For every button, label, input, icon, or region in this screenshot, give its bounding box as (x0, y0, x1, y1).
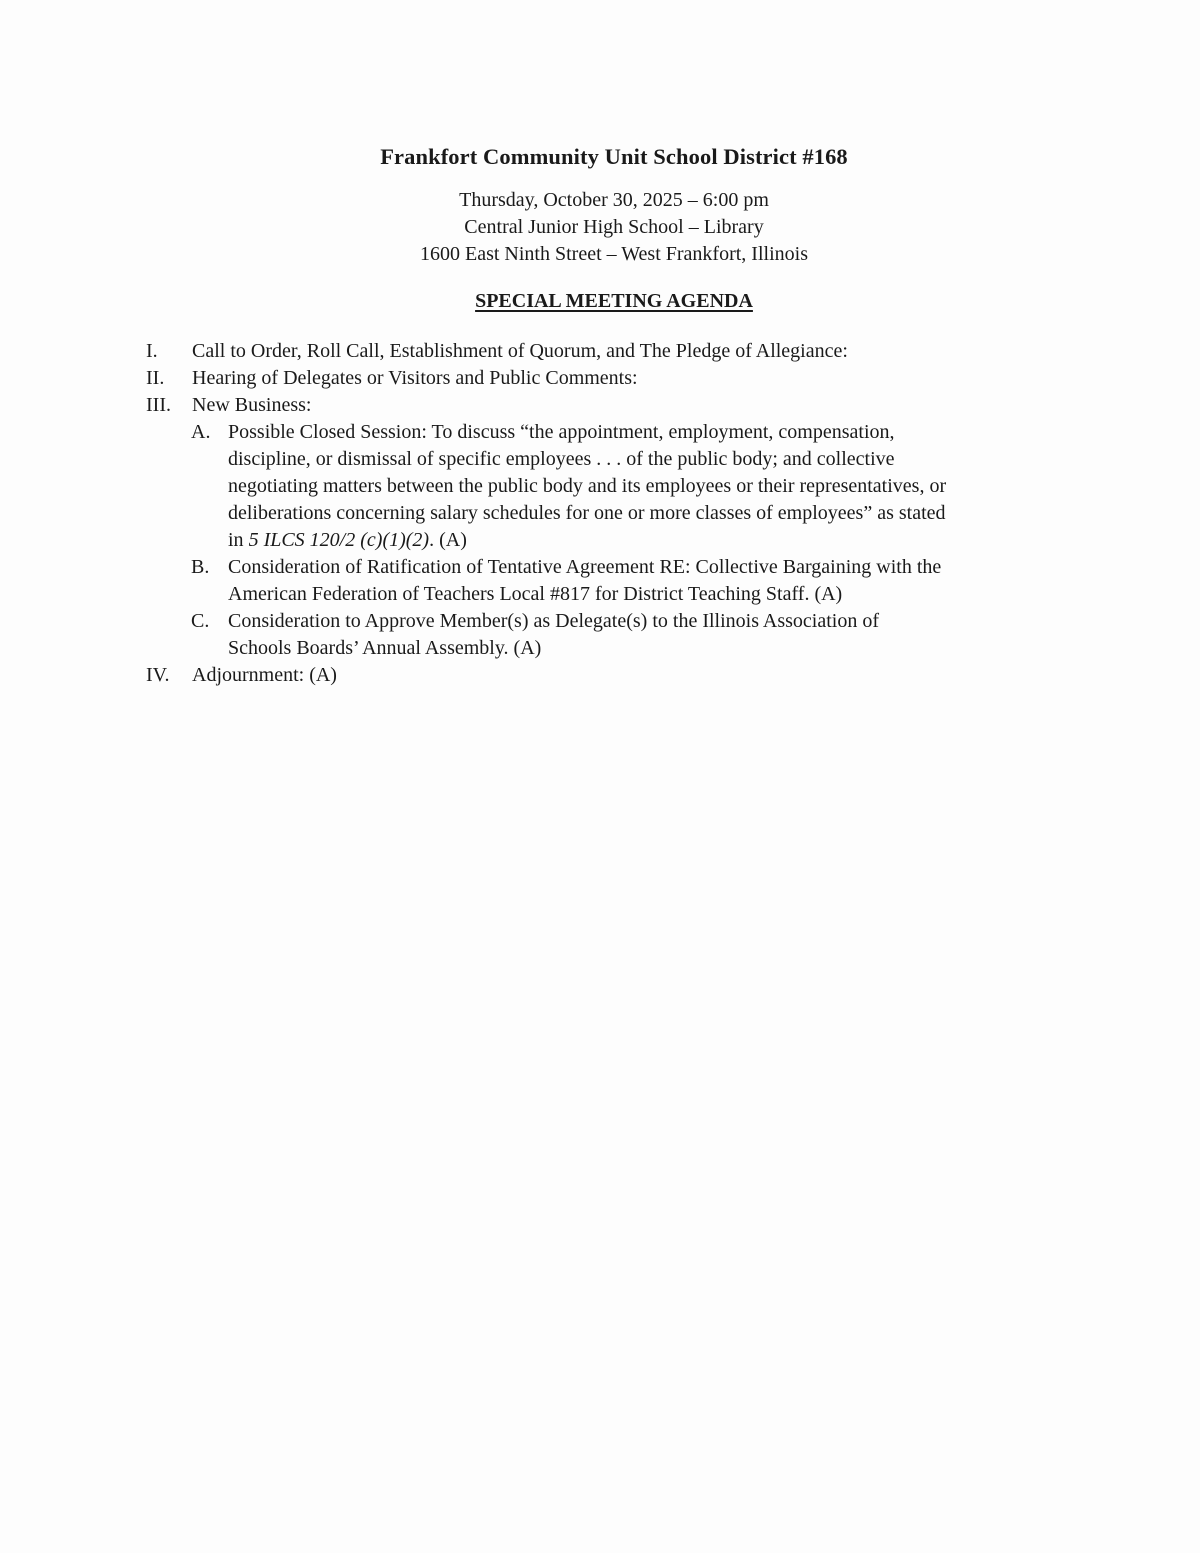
item-number: I. (146, 340, 158, 362)
item-a-line-5 (228, 527, 467, 554)
citation-suffix: . (A) (429, 529, 467, 551)
item-a-line-2: discipline, or dismissal of specific employees . . . of the public body; and collective (228, 448, 895, 470)
meeting-location: Central Junior High School – Library (464, 216, 764, 238)
item-text-line: Consideration to Approve Member(s) as Delegate(s) to the Illinois Association of (228, 610, 879, 632)
item-letter: C. (191, 610, 210, 632)
agenda-heading (0, 290, 1200, 313)
item-letter: B. (191, 556, 210, 578)
district-title: Frankfort Community Unit School District #168 (380, 144, 848, 169)
item-text-line: Consideration of Ratification of Tentative Agreement RE: Collective Bargaining with the (228, 556, 942, 578)
item-text-line: Possible Closed Session: To discuss “the appointment, employment, compensation, (228, 421, 895, 443)
citation-prefix: in (228, 529, 249, 551)
item-text: Adjournment: (A) (192, 664, 337, 686)
item-text: New Business: (192, 394, 312, 416)
agenda-heading-text: SPECIAL MEETING AGENDA (475, 290, 753, 312)
item-text: Hearing of Delegates or Visitors and Public Comments: (192, 367, 638, 389)
item-number: II. (146, 367, 165, 389)
meeting-date-time: Thursday, October 30, 2025 – 6:00 pm (459, 189, 769, 211)
item-b-line-2: American Federation of Teachers Local #817 for District Teaching Staff. (A) (228, 583, 843, 605)
statute-citation: 5 ILCS 120/2 (c)(1)(2) (248, 529, 430, 551)
meeting-address: 1600 East Ninth Street – West Frankfort, Illinois (420, 243, 808, 265)
item-c-line-2: Schools Boards’ Annual Assembly. (A) (228, 637, 542, 659)
item-a-line-3: negotiating matters between the public body and its employees or their representatives, or (228, 475, 947, 497)
item-number: IV. (146, 664, 170, 686)
item-letter: A. (191, 421, 211, 443)
item-number: III. (146, 394, 171, 416)
item-text: Call to Order, Roll Call, Establishment of Quorum, and The Pledge of Allegiance: (192, 340, 848, 362)
item-a-line-4: deliberations concerning salary schedules for one or more classes of employees” as stated (228, 502, 946, 524)
